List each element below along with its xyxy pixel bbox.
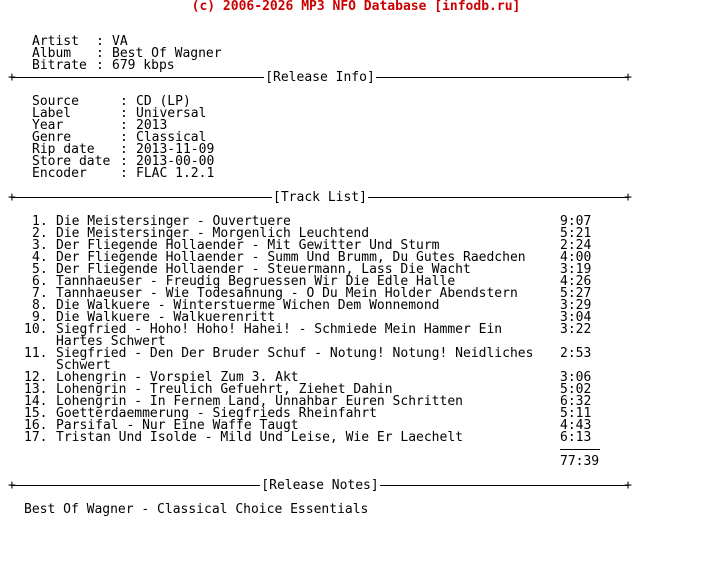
track-number: 17.	[24, 430, 48, 445]
track-title: Lohengrin - Treulich Gefuehrt, Ziehet Dahin	[56, 382, 393, 397]
release-notes-text: Best Of Wagner - Classical Choice Essentials	[24, 502, 369, 517]
track-title: Der Fliegende Hollaender - Mit Gewitter Und Sturm	[56, 238, 440, 253]
colon: :	[120, 130, 128, 145]
track-duration: 2:24	[560, 238, 592, 253]
colon: :	[120, 106, 128, 121]
release-info-key: Store date	[32, 154, 111, 169]
colon: :	[120, 166, 128, 181]
section-title-release-notes: [Release Notes]	[261, 478, 379, 493]
track-row	[8, 348, 708, 372]
track-title: Der Fliegende Hollaender - Steuermann, Lass Die Wacht	[56, 262, 471, 277]
track-duration: 6:13	[560, 430, 592, 445]
track-title: Lohengrin - In Fernem Land, Unnahbar Euren Schritten	[56, 394, 463, 409]
section-rule-release-notes: + + [Release Notes]	[8, 478, 632, 493]
track-title: Goetterdaemmerung - Siegfrieds Rheinfahrt	[56, 406, 377, 421]
colon: :	[120, 94, 128, 109]
track-row	[8, 432, 708, 444]
colon: :	[120, 118, 128, 133]
colon: :	[120, 142, 128, 157]
summary-row-artist	[8, 24, 128, 49]
colon: :	[96, 58, 104, 73]
colon: :	[120, 154, 128, 169]
summary-key: Artist	[32, 34, 79, 49]
track-number: 15.	[24, 406, 48, 421]
track-number: 3.	[32, 238, 48, 253]
track-duration: 9:07	[560, 214, 592, 229]
release-info-value: Classical	[136, 130, 207, 145]
section-title-track-list: [Track List]	[273, 190, 367, 205]
track-number: 10.	[24, 322, 48, 337]
summary-value: VA	[112, 34, 128, 49]
track-number: 13.	[24, 382, 48, 397]
section-rule-track-list: + + [Track List]	[8, 190, 632, 205]
track-number: 11.	[24, 346, 48, 361]
track-duration: 2:53	[560, 346, 592, 361]
release-info-key: Rip date	[32, 142, 95, 157]
section-rule-release-info: + + [Release Info]	[8, 70, 632, 85]
release-info-key: Label	[32, 106, 72, 121]
track-title: Siegfried - Hoho! Hoho! Hahei! - Schmiede Mein Hammer Ein Hartes Schwert	[56, 322, 503, 349]
track-number: 2.	[32, 226, 48, 241]
track-duration: 5:27	[560, 286, 592, 301]
track-duration: 3:29	[560, 298, 592, 313]
track-row	[8, 324, 708, 348]
track-title: Tristan Und Isolde - Mild Und Leise, Wie Er Laechelt	[56, 430, 463, 445]
release-info-value: Universal	[136, 106, 207, 121]
track-number: 12.	[24, 370, 48, 385]
release-info-key: Source	[32, 94, 79, 109]
track-number: 14.	[24, 394, 48, 409]
total-duration: 77:39	[560, 454, 600, 469]
track-number: 7.	[32, 286, 48, 301]
track-title: Tannhaeuser - Freudig Begruessen Wir Die Edle Halle	[56, 274, 456, 289]
summary-value: Best Of Wagner	[112, 46, 222, 61]
track-number: 1.	[32, 214, 48, 229]
track-duration: 3:06	[560, 370, 592, 385]
track-number: 16.	[24, 418, 48, 433]
release-info-value: 2013	[136, 118, 168, 133]
track-duration: 3:04	[560, 310, 592, 325]
track-number: 8.	[32, 298, 48, 313]
track-duration: 4:26	[560, 274, 592, 289]
track-duration: 5:21	[560, 226, 592, 241]
release-info-value: FLAC 1.2.1	[136, 166, 215, 181]
track-title: Die Meistersinger - Ouvertuere	[56, 214, 291, 229]
track-title: Tannhaeuser - Wie Todesahnung - O Du Mein Holder Abendstern	[56, 286, 518, 301]
track-duration: 3:22	[560, 322, 592, 337]
release-info-key: Encoder	[32, 166, 87, 181]
track-number: 5.	[32, 262, 48, 277]
track-number: 4.	[32, 250, 48, 265]
colon: :	[96, 34, 104, 49]
track-duration: 3:19	[560, 262, 592, 277]
track-duration: 5:11	[560, 406, 592, 421]
track-number: 9.	[32, 310, 48, 325]
colon: :	[96, 46, 104, 61]
track-duration: 4:00	[560, 250, 592, 265]
track-title: Die Walkuere - Winterstuerme Wichen Dem Wonnemond	[56, 298, 440, 313]
track-duration: 6:32	[560, 394, 592, 409]
release-info-key: Genre	[32, 130, 72, 145]
summary-value: 679 kbps	[112, 58, 175, 73]
track-title: Lohengrin - Vorspiel Zum 3. Akt	[56, 370, 299, 385]
section-title-release-info: [Release Info]	[265, 70, 375, 85]
track-title: Parsifal - Nur Eine Waffe Taugt	[56, 418, 299, 433]
track-duration: 4:43	[560, 418, 592, 433]
summary-key: Bitrate	[32, 58, 87, 73]
track-title: Der Fliegende Hollaender - Summ Und Brumm, Du Gutes Raedchen	[56, 250, 526, 265]
release-info-value: CD (LP)	[136, 94, 191, 109]
track-title: Die Meistersinger - Morgenlich Leuchtend	[56, 226, 370, 241]
track-title: Siegfried - Den Der Bruder Schuf - Notung! Notung! Neidliches Schwert	[56, 346, 534, 373]
track-duration: 5:02	[560, 382, 592, 397]
track-number: 6.	[32, 274, 48, 289]
summary-key: Album	[32, 46, 72, 61]
release-info-key: Year	[32, 118, 64, 133]
release-info-value: 2013-11-09	[136, 142, 215, 157]
site-header: (c) 2006-2026 MP3 NFO Database [infodb.ru]	[191, 0, 521, 14]
track-title: Die Walkuere - Walkuerenritt	[56, 310, 276, 325]
release-info-value: 2013-00-00	[136, 154, 215, 169]
